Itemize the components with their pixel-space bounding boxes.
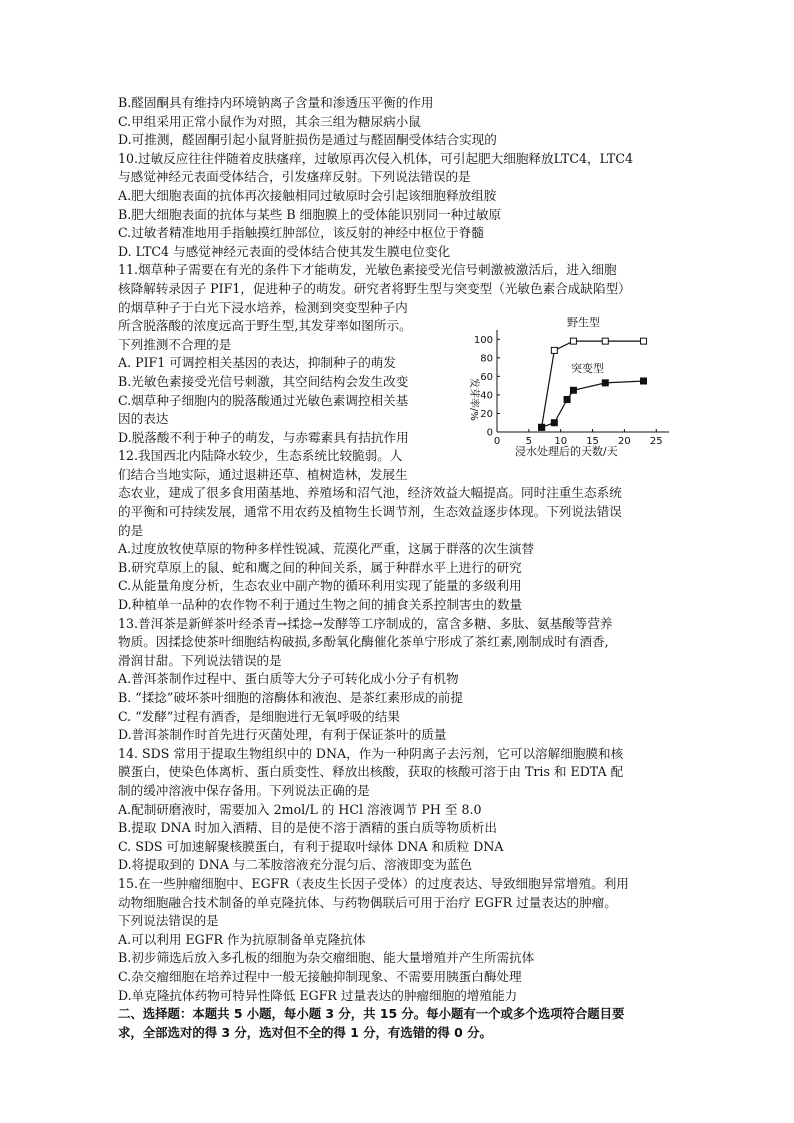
text-line: D.脱落酸不利于种子的萌发，与赤霉素具有拮抗作用 bbox=[118, 429, 409, 445]
text-line: D.单克隆抗体药物可特异性降低 EGFR 过量表达的肿瘤细胞的增殖能力 bbox=[118, 987, 518, 1003]
text-line: D.将提取到的 DNA 与二苯胺溶液充分混匀后、溶液即变为蓝色 bbox=[118, 857, 473, 873]
text-line: 动物细胞融合技术制备的单克隆抗体、与药物偶联后可用于治疗 EGFR 过量表达的肿瘤。 bbox=[118, 894, 617, 910]
text-line: C. “发酵”过程有酒香，是细胞进行无氧呼吸的结果 bbox=[118, 708, 400, 724]
text-line: 与感觉神经元表面受体结合，引发瘙痒反射。下列说法错误的是 bbox=[118, 169, 471, 185]
data-point-open bbox=[551, 347, 557, 353]
text-line: A. PIF1 可调控相关基因的表达，抑制种子的萌发 bbox=[118, 355, 396, 371]
text-line: A.可以利用 EGFR 作为抗原制备单克隆抗体 bbox=[118, 931, 366, 947]
text-line: 11.烟草种子需要在有光的条件下才能萌发，光敏色素接受光信号刺激被激活后，进入细胞 bbox=[118, 262, 617, 278]
text-line: A.配制研磨液时，需要加入 2mol/L 的 HCl 溶液调节 PH 至 8.0 bbox=[118, 801, 482, 817]
data-point-filled bbox=[551, 420, 557, 426]
data-point-filled bbox=[602, 380, 608, 386]
text-line: C.杂交瘤细胞在培养过程中一般无接触抑制现象、不需要用胰蛋白酶处理 bbox=[118, 968, 522, 984]
text-line: B.提取 DNA 时加入酒精、目的是使不溶于酒精的蛋白质等物质析出 bbox=[118, 820, 497, 836]
text-line: B.初步筛选后放入多孔板的细胞为杂交瘤细胞、能大量增殖并产生所需抗体 bbox=[118, 950, 535, 966]
text-line: D.普洱茶制作时首先进行灭菌处理，有利于保证茶叶的质量 bbox=[118, 727, 447, 743]
y-tick-label: 80 bbox=[480, 353, 493, 365]
text-line: 求，全部选对的得 3 分，选对但不全的得 1 分，有选错的得 0 分。 bbox=[118, 1024, 492, 1040]
text-line: 的平衡和可持续发展，通常不用农药及植物生长调节剂，生态效益逐步体现。下列说法错误 bbox=[118, 504, 622, 520]
y-axis-label: 发芽率/% bbox=[468, 378, 479, 421]
y-tick-label: 40 bbox=[480, 390, 493, 402]
text-line: 的烟草种子于白光下浸水培养，检测到突变型种子内 bbox=[118, 299, 408, 315]
question-block-c bbox=[118, 484, 678, 1005]
text-line: 的是 bbox=[118, 522, 144, 538]
data-point-filled bbox=[539, 424, 545, 430]
text-line: 物质。因揉捻使茶叶细胞结构破损,多酚氧化酶催化茶单宁形成了茶红素,刚制成时有酒香, bbox=[118, 634, 609, 650]
text-line: B.醛固酮具有维持内环境钠离子含量和渗透压平衡的作用 bbox=[118, 95, 434, 110]
x-tick-label: 5 bbox=[525, 436, 533, 447]
y-tick-label: 60 bbox=[480, 371, 493, 383]
series-label-wild: 野生型 bbox=[567, 316, 600, 329]
data-point-open bbox=[570, 338, 576, 344]
text-line: C.烟草种子细胞内的脱落酸通过光敏色素调控相关基 bbox=[118, 392, 409, 408]
text-line: 14. SDS 常用于提取生物组织中的 DNA，作为一种阴离子去污剂，它可以溶解细胞膜和核 bbox=[118, 745, 624, 761]
text-line: A.过度放牧使草原的物种多样性锐减、荒漠化严重，这属于群落的次生演替 bbox=[118, 541, 535, 557]
text-line: A.普洱茶制作过程中、蛋白质等大分子可转化成小分子有机物 bbox=[118, 671, 459, 687]
data-point-filled bbox=[641, 378, 647, 384]
text-line: 制的缓冲溶液中保存备用。下列说法正确的是 bbox=[118, 782, 370, 798]
text-line: 二、选择题：本题共 5 小题，每小题 3 分，共 15 分。每小题有一个或多个选项符合题目要 bbox=[118, 1006, 625, 1022]
y-tick-label: 20 bbox=[480, 408, 493, 420]
text-line: C.过敏者精准地用手指触摸红肿部位，该反射的神经中枢位于脊髓 bbox=[118, 225, 484, 241]
data-point-filled bbox=[564, 397, 570, 403]
text-line: 12.我国西北内陆降水较少，生态系统比较脆弱。人 bbox=[118, 448, 403, 464]
text-line: 13.普洱茶是新鲜茶叶经杀青→揉捻→发酵等工序制成的，富含多糖、多肽、氨基酸等营养 bbox=[118, 615, 613, 631]
text-line: 膜蛋白，使染色体离析、蛋白质变性、释放出核酸，获取的核酸可溶于由 Tris 和 EDTA 配 bbox=[118, 764, 624, 780]
data-point-filled bbox=[570, 387, 576, 393]
germination-chart bbox=[457, 310, 677, 460]
chart-marks bbox=[539, 338, 647, 430]
text-line: B.研究草原上的鼠、蛇和鹰之间的种间关系，属于种群水平上进行的研究 bbox=[118, 559, 522, 575]
text-line: 10.过敏反应往往伴随着皮肤瘙痒，过敏原再次侵入机体，可引起肥大细胞释放LTC4，LTC4 bbox=[118, 150, 633, 166]
x-tick-label: 20 bbox=[618, 436, 631, 447]
x-tick-label: 25 bbox=[649, 436, 663, 447]
x-tick-label: 10 bbox=[554, 436, 568, 447]
text-line: A.肥大细胞表面的抗体再次接触相同过敏原时会引起该细胞释放组胺 bbox=[118, 187, 497, 203]
text-line: B.光敏色素接受光信号刺激，其空间结构会发生改变 bbox=[118, 373, 409, 389]
text-line: 态农业，建成了很多食用菌基地、养殖场和沼气池，经济效益大幅提高。同时注重生态系统 bbox=[118, 485, 622, 501]
text-line: 们结合当地实际，通过退耕还草、植树造林，发展生 bbox=[118, 466, 408, 482]
text-line: B. “揉捻”破坏茶叶细胞的溶酶体和液泡、是茶红素形成的前提 bbox=[118, 690, 463, 705]
text-line: B.肥大细胞表面的抗体与某些 B 细胞膜上的受体能识别同一种过敏原 bbox=[118, 206, 502, 222]
y-tick-label: 100 bbox=[473, 334, 493, 346]
text-line: 核降解转录因子 PIF1，促进种子的萌发。研究者将野生型与突变型（光敏色素合成缺陷型） bbox=[118, 280, 631, 296]
exam-page bbox=[118, 94, 678, 1042]
text-line: 15.在一些肿瘤细胞中、EGFR（表皮生长因子受体）的过度表达、导致细胞异常增殖。利用 bbox=[118, 875, 629, 891]
text-line: 下列推测不合理的是 bbox=[118, 336, 232, 352]
x-axis-label: 浸水处理后的天数/天 bbox=[515, 445, 618, 458]
section-heading bbox=[118, 1005, 678, 1042]
x-tick-label: 15 bbox=[586, 436, 599, 447]
data-point-open bbox=[602, 338, 608, 344]
text-line: C. SDS 可加速解聚核膜蛋白，有利于提取叶绿体 DNA 和质粒 DNA bbox=[118, 838, 504, 854]
series-line bbox=[542, 341, 644, 427]
x-tick-label: 0 bbox=[493, 436, 501, 447]
text-line: D. LTC4 与感觉神经元表面的受体结合使其发生膜电位变化 bbox=[118, 243, 451, 259]
text-line: 下列说法错误的是 bbox=[118, 913, 219, 929]
text-line: D.可推测，醛固酮引起小鼠肾脏损伤是通过与醛固酮受体结合实现的 bbox=[118, 132, 497, 148]
series-label-mutant: 突变型 bbox=[571, 362, 604, 375]
data-point-open bbox=[641, 338, 647, 344]
question-block-a bbox=[118, 94, 678, 299]
text-line: 滑润甘甜。下列说法错误的是 bbox=[118, 652, 282, 668]
y-tick-label: 0 bbox=[486, 427, 493, 439]
text-line: C.从能量角度分析，生态农业中副产物的循环利用实现了能量的多级利用 bbox=[118, 578, 522, 594]
text-line: 因的表达 bbox=[118, 411, 169, 427]
text-line: D.种植单一品种的农作物不利于通过生物之间的捕食关系控制害虫的数量 bbox=[118, 597, 523, 613]
text-line: C.甲组采用正常小鼠作为对照，其余三组为糖尿病小鼠 bbox=[118, 113, 421, 129]
text-line: 所含脱落酸的浓度远高于野生型,其发芽率如图所示。 bbox=[118, 318, 412, 334]
